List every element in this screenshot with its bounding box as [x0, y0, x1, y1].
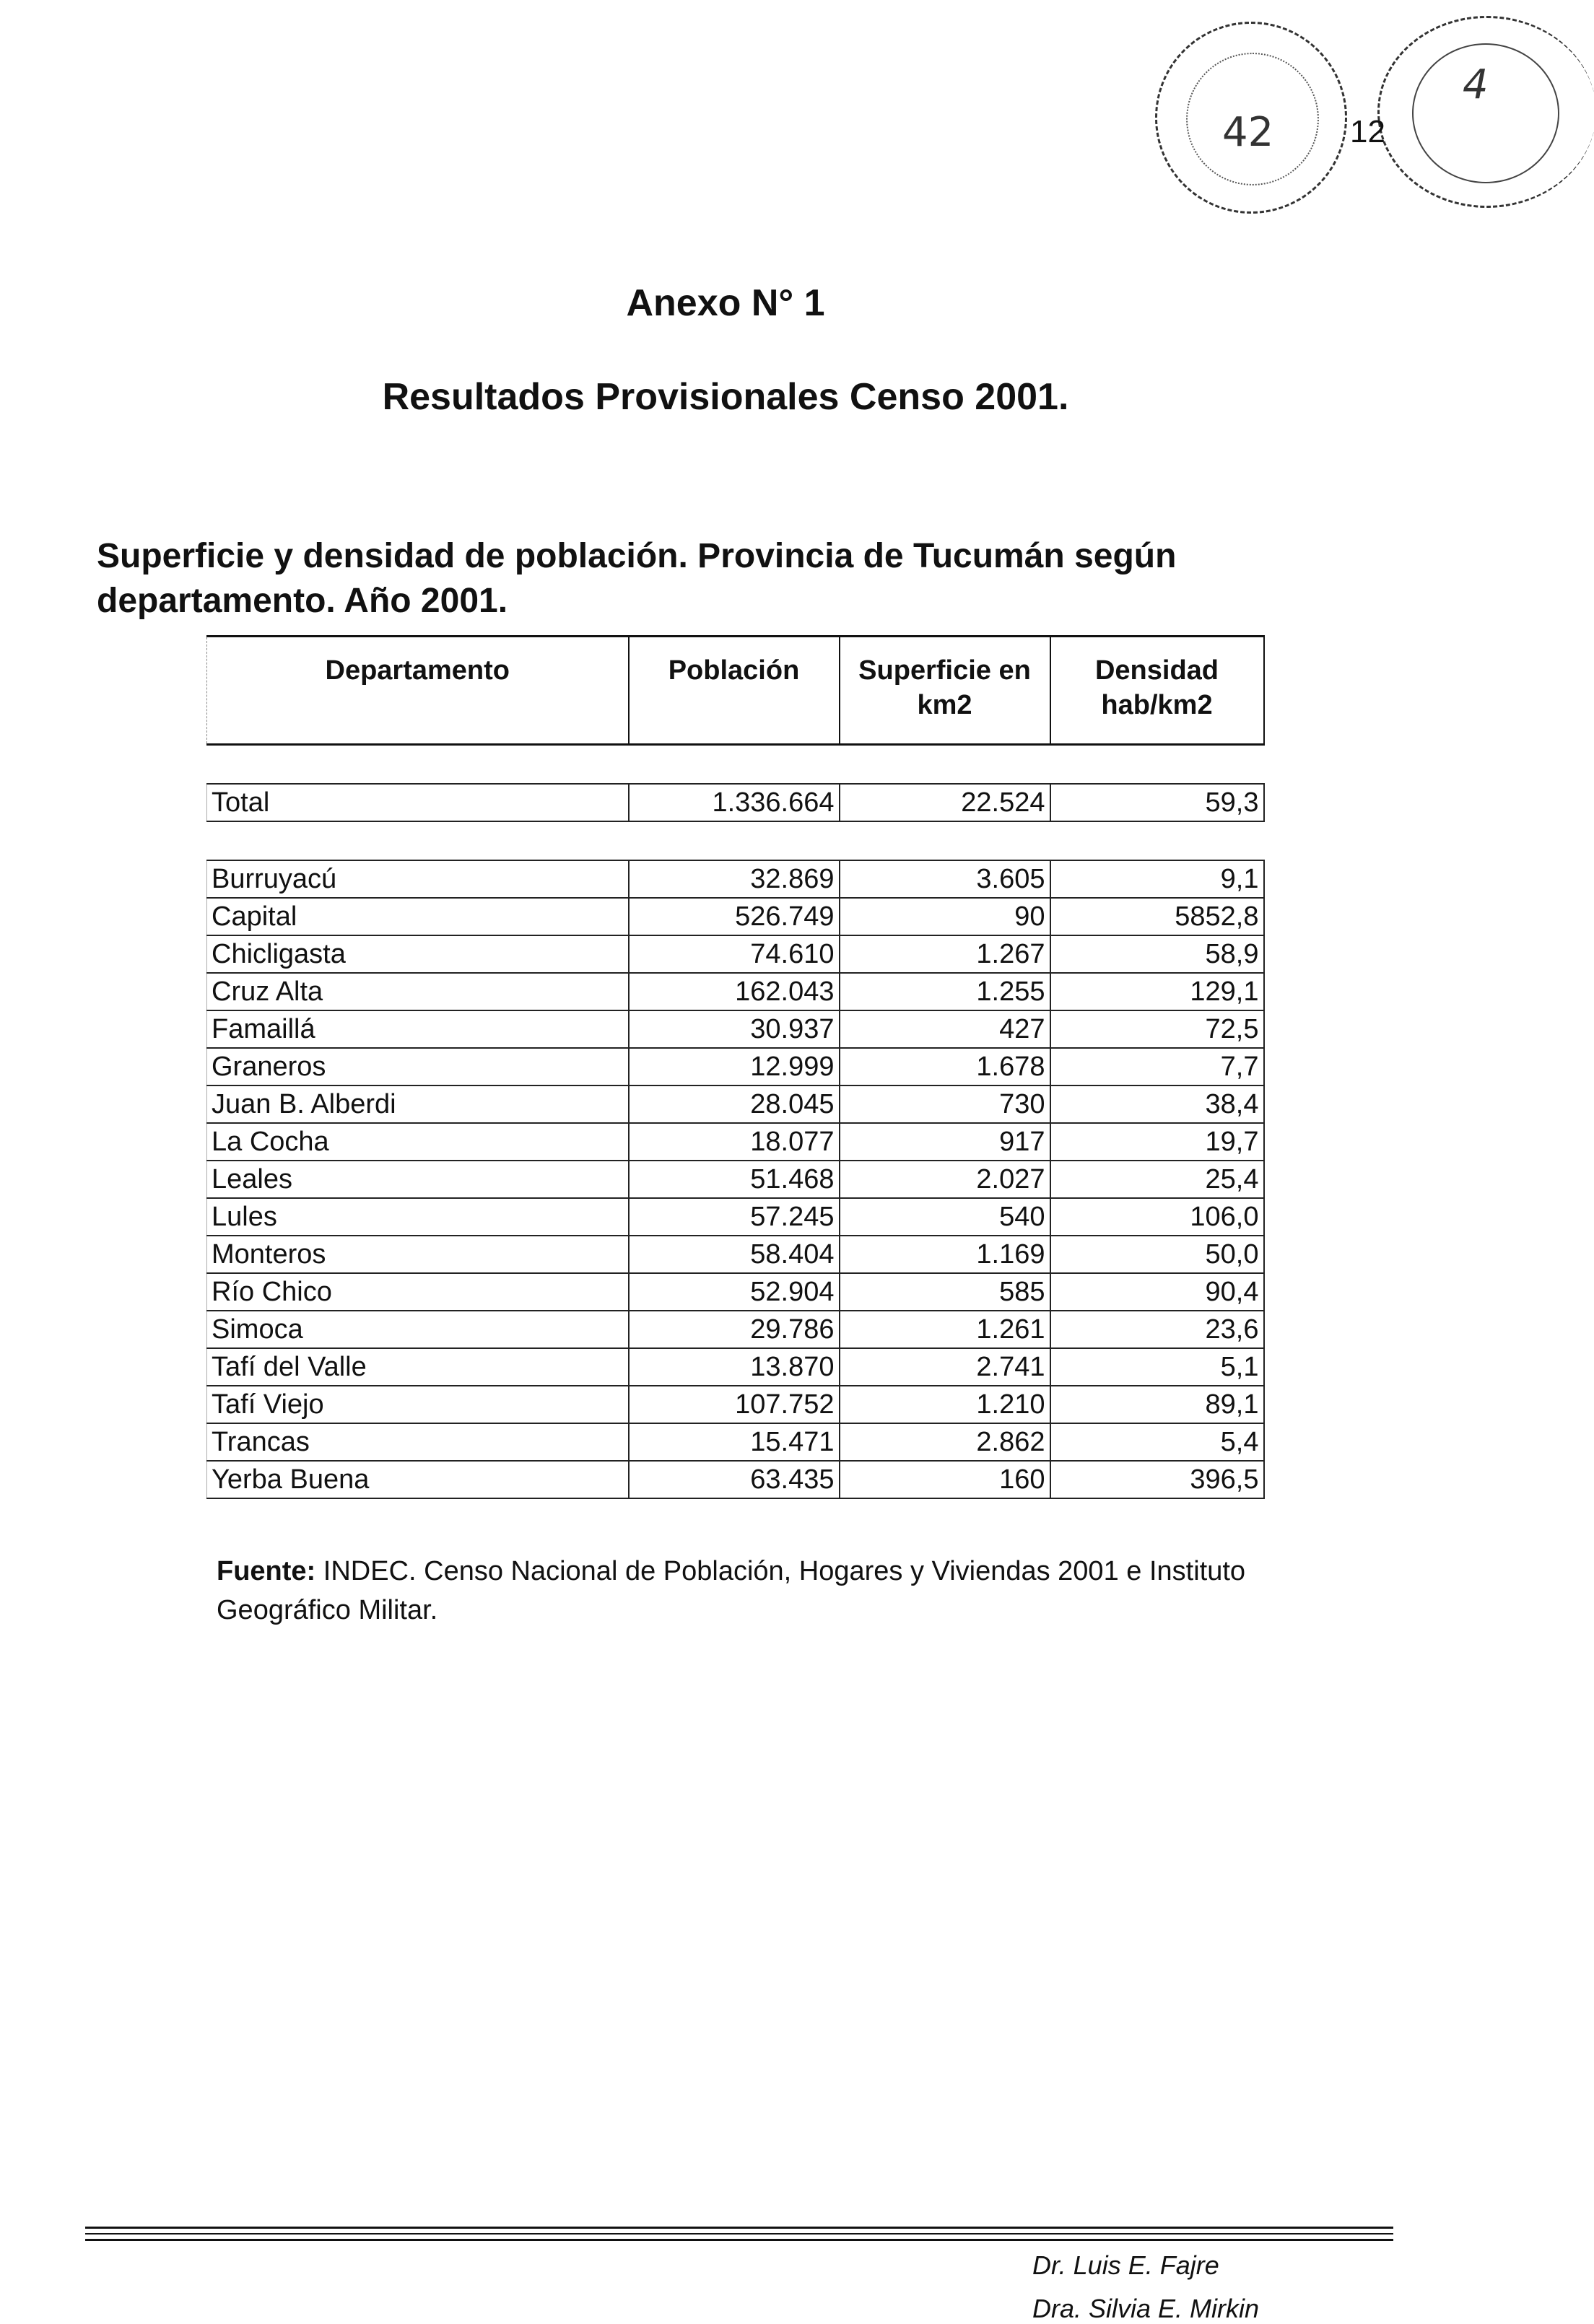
- department-superficie: 1.210: [840, 1386, 1050, 1423]
- department-poblacion: 12.999: [629, 1048, 840, 1085]
- department-superficie: 1.169: [840, 1236, 1050, 1273]
- table-row: [207, 1010, 1264, 1048]
- department-superficie: 540: [840, 1198, 1050, 1236]
- table-row: [207, 860, 1264, 898]
- department-densidad: 23,6: [1050, 1311, 1264, 1348]
- total-superficie: 22.524: [840, 784, 1050, 821]
- total-name: Total: [207, 784, 629, 821]
- table-row: [207, 935, 1264, 973]
- table-row: [207, 1198, 1264, 1236]
- source-note: [217, 1552, 1299, 1630]
- table-row: [207, 1348, 1264, 1386]
- table-row: [207, 1311, 1264, 1348]
- department-name: Burruyacú: [207, 860, 629, 898]
- department-superficie: 585: [840, 1273, 1050, 1311]
- department-name: Trancas: [207, 1423, 629, 1461]
- seal-handwritten-number: 42: [1222, 109, 1274, 156]
- official-seal-right: [1377, 16, 1594, 208]
- department-poblacion: 58.404: [629, 1236, 840, 1273]
- header-superficie: Superficie en km2: [840, 637, 1050, 745]
- department-name: Juan B. Alberdi: [207, 1085, 629, 1123]
- table-spacer-row: [207, 745, 1264, 785]
- department-poblacion: 13.870: [629, 1348, 840, 1386]
- department-superficie: 2.741: [840, 1348, 1050, 1386]
- department-superficie: 427: [840, 1010, 1050, 1048]
- document-title: Anexo N° 1: [626, 282, 825, 324]
- department-name: Graneros: [207, 1048, 629, 1085]
- department-superficie: 2.862: [840, 1423, 1050, 1461]
- table-caption-line-2: departamento. Año 2001.: [97, 582, 508, 620]
- table-row: [207, 1123, 1264, 1161]
- department-densidad: 5852,8: [1050, 898, 1264, 935]
- department-poblacion: 32.869: [629, 860, 840, 898]
- department-densidad: 25,4: [1050, 1161, 1264, 1198]
- department-densidad: 72,5: [1050, 1010, 1264, 1048]
- department-name: Yerba Buena: [207, 1461, 629, 1498]
- department-densidad: 58,9: [1050, 935, 1264, 973]
- table-row: [207, 1273, 1264, 1311]
- department-poblacion: 74.610: [629, 935, 840, 973]
- department-superficie: 1.267: [840, 935, 1050, 973]
- table-row: [207, 973, 1264, 1010]
- department-poblacion: 51.468: [629, 1161, 840, 1198]
- table-total-row: [207, 784, 1264, 821]
- department-densidad: 89,1: [1050, 1386, 1264, 1423]
- department-densidad: 396,5: [1050, 1461, 1264, 1498]
- table-row: [207, 898, 1264, 935]
- department-superficie: 160: [840, 1461, 1050, 1498]
- department-name: Tafí del Valle: [207, 1348, 629, 1386]
- department-name: Capital: [207, 898, 629, 935]
- department-superficie: 2.027: [840, 1161, 1050, 1198]
- department-poblacion: 18.077: [629, 1123, 840, 1161]
- table-row: [207, 1048, 1264, 1085]
- table-caption-line-1: Superficie y densidad de población. Provincia de Tucumán según: [97, 537, 1177, 575]
- source-label: Fuente:: [217, 1556, 316, 1586]
- department-densidad: 7,7: [1050, 1048, 1264, 1085]
- department-poblacion: 107.752: [629, 1386, 840, 1423]
- table-spacer-row: [207, 821, 1264, 860]
- department-name: Tafí Viejo: [207, 1386, 629, 1423]
- department-superficie: 1.261: [840, 1311, 1050, 1348]
- table-caption: [97, 534, 1324, 624]
- department-name: Monteros: [207, 1236, 629, 1273]
- department-densidad: 129,1: [1050, 973, 1264, 1010]
- department-poblacion: 29.786: [629, 1311, 840, 1348]
- total-poblacion: 1.336.664: [629, 784, 840, 821]
- table-row: [207, 1236, 1264, 1273]
- department-densidad: 50,0: [1050, 1236, 1264, 1273]
- department-name: Río Chico: [207, 1273, 629, 1311]
- header-departamento: Departamento: [207, 637, 629, 745]
- department-poblacion: 30.937: [629, 1010, 840, 1048]
- department-superficie: 730: [840, 1085, 1050, 1123]
- seal-handwritten-mark: 4: [1463, 61, 1489, 108]
- department-superficie: 90: [840, 898, 1050, 935]
- table-header-row: [207, 637, 1264, 745]
- department-superficie: 1.255: [840, 973, 1050, 1010]
- department-name: Cruz Alta: [207, 973, 629, 1010]
- department-poblacion: 15.471: [629, 1423, 840, 1461]
- department-densidad: 106,0: [1050, 1198, 1264, 1236]
- department-poblacion: 52.904: [629, 1273, 840, 1311]
- department-poblacion: 162.043: [629, 973, 840, 1010]
- department-poblacion: 57.245: [629, 1198, 840, 1236]
- department-poblacion: 526.749: [629, 898, 840, 935]
- document-subtitle: Resultados Provisionales Censo 2001.: [382, 376, 1069, 418]
- signature-name-2: Dra. Silvia E. Mirkin: [1032, 2294, 1260, 2323]
- department-name: Chicligasta: [207, 935, 629, 973]
- footer-rule: [85, 2233, 1393, 2235]
- table-row: [207, 1386, 1264, 1423]
- department-densidad: 5,4: [1050, 1423, 1264, 1461]
- department-superficie: 917: [840, 1123, 1050, 1161]
- table-row: [207, 1161, 1264, 1198]
- department-densidad: 19,7: [1050, 1123, 1264, 1161]
- department-name: Lules: [207, 1198, 629, 1236]
- department-densidad: 5,1: [1050, 1348, 1264, 1386]
- footer-rule: [85, 2239, 1393, 2241]
- table-row: [207, 1085, 1264, 1123]
- department-poblacion: 63.435: [629, 1461, 840, 1498]
- department-densidad: 90,4: [1050, 1273, 1264, 1311]
- table-row: [207, 1423, 1264, 1461]
- footer-rule: [85, 2227, 1393, 2229]
- department-densidad: 9,1: [1050, 860, 1264, 898]
- header-poblacion: Población: [629, 637, 840, 745]
- header-densidad: Densidad hab/km2: [1050, 637, 1264, 745]
- department-densidad: 38,4: [1050, 1085, 1264, 1123]
- department-name: La Cocha: [207, 1123, 629, 1161]
- department-name: Famaillá: [207, 1010, 629, 1048]
- official-seal-left: [1155, 22, 1347, 214]
- census-table: [206, 635, 1265, 1499]
- department-name: Leales: [207, 1161, 629, 1198]
- signature-name-1: Dr. Luis E. Fajre: [1032, 2250, 1219, 2280]
- page-number: 12: [1350, 114, 1385, 149]
- source-text: INDEC. Censo Nacional de Población, Hogares y Viviendas 2001 e Instituto Geográfico Militar.: [217, 1556, 1246, 1625]
- department-superficie: 1.678: [840, 1048, 1050, 1085]
- department-poblacion: 28.045: [629, 1085, 840, 1123]
- total-densidad: 59,3: [1050, 784, 1264, 821]
- department-name: Simoca: [207, 1311, 629, 1348]
- table-row: [207, 1461, 1264, 1498]
- department-superficie: 3.605: [840, 860, 1050, 898]
